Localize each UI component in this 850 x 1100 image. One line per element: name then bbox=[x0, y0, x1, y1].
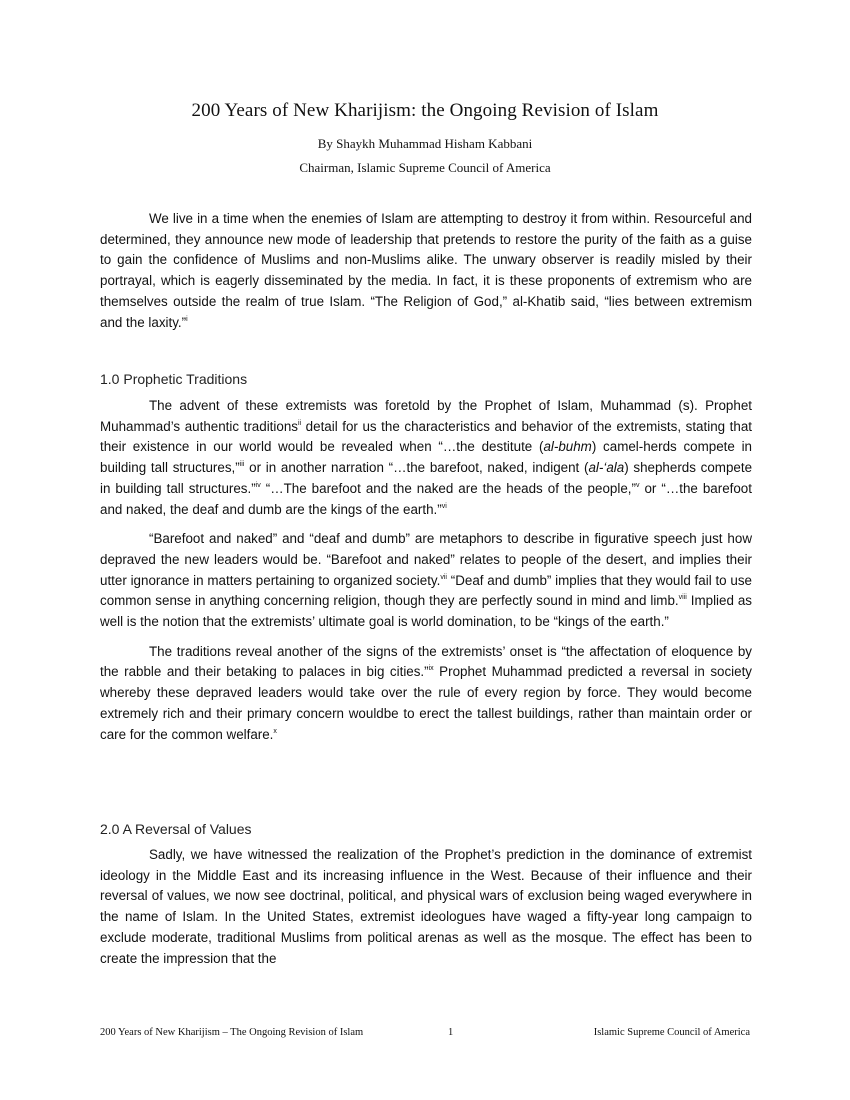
section1-paragraph-3 bbox=[100, 642, 752, 746]
author-affiliation: Chairman, Islamic Supreme Council of America bbox=[299, 160, 551, 175]
paragraph-text: “Deaf and dumb” implies that they would fail to use common sense in anything concerning religion, though they are perfectly sound in mind and limb. bbox=[100, 572, 752, 609]
italic-term: al-buhm bbox=[543, 439, 592, 455]
footer-document-title: 200 Years of New Kharijism – The Ongoing Revision of Islam bbox=[100, 1027, 364, 1038]
paragraph-text: The traditions reveal another of the signs of the extremists’ onset is “the affectation of eloquence by the rabble and their betaking to palaces in big cities.” bbox=[100, 643, 752, 680]
paragraph-text: “Barefoot and naked” and “deaf and dumb” are metaphors to describe in figurative speech just how depraved the new leaders would be. “Barefoot and naked” relates to people of the desert, and implies their utter ignorance in matters pertaining to organized society. bbox=[100, 531, 752, 588]
author-byline: By Shaykh Muhammad Hisham Kabbani bbox=[317, 136, 533, 151]
page-footer bbox=[100, 1027, 752, 1043]
section2-paragraph-1 bbox=[100, 845, 752, 969]
paragraph-text: ) shepherds compete in building tall structures.” bbox=[100, 460, 753, 496]
paragraph-text: ) camel-herds compete in building tall structures,” bbox=[100, 439, 753, 476]
footnote-marker: vii bbox=[440, 573, 447, 581]
section1-paragraph-1 bbox=[100, 396, 752, 520]
paragraph-text: Sadly, we have witnessed the realization of the Prophet’s prediction in the dominance of extremist ideology in the Middle East and its increasing influence in the West. Because of their influence and their reversal of values, we now see doctrinal, political, and physical wars of exclusion being waged everywhere in the name of Islam. In the United States, extremist ideologues have waged a fifty-year long campaign to exclude moderate, traditional Muslims from political arenas as well as the mosque. The effect has been to create the impression that the bbox=[100, 847, 752, 966]
paragraph-text: or “…the barefoot and naked, the deaf and dumb are the kings of the earth.” bbox=[100, 480, 752, 517]
intro-block bbox=[100, 209, 752, 342]
footnote-marker: v bbox=[635, 481, 640, 489]
footer-page-number: 1 bbox=[448, 1027, 454, 1038]
paragraph-text: Implied as well is the notion that the extremists’ ultimate goal is world domination, to be “kings of the earth.” bbox=[100, 593, 753, 630]
paragraph-text: We live in a time when the enemies of Islam are attempting to destroy it from within. Resourceful and determined, they announce new mode of leadership that pretends to restore the purity of the faith as a guise to gain the confidence of Muslims and non-Muslims alike. The unwary observer is readily misled by their portrayal, which is eagerly disseminated by the media. In fact, it is these proponents of extremism who are themselves outside the realm of true Islam. “The Religion of God,” al-Khatib said, “lies between extremism and the laxity.” bbox=[100, 211, 752, 330]
section2-block bbox=[100, 845, 752, 978]
paragraph-text: The advent of these extremists was foretold by the Prophet of Islam, Muhammad (s). Prophet Muhammad’s authentic traditions bbox=[100, 398, 752, 434]
section1-block bbox=[100, 396, 752, 754]
section-heading-prophetic-traditions: 1.0 Prophetic Traditions bbox=[100, 371, 248, 387]
footnote-marker: vi bbox=[441, 502, 447, 510]
footnote-marker: viii bbox=[678, 594, 687, 602]
paragraph-text: or in another narration “…the barefoot, naked, indigent ( bbox=[244, 460, 589, 476]
footnote-marker: ii bbox=[297, 419, 302, 427]
footer-organization: Islamic Supreme Council of America bbox=[593, 1027, 750, 1038]
footnote-marker: i bbox=[186, 315, 188, 323]
document-title: 200 Years of New Kharijism: the Ongoing Revision of Islam bbox=[191, 100, 659, 121]
paragraph-text: “…The barefoot and the naked are the heads of the people,” bbox=[260, 480, 636, 496]
intro-paragraph bbox=[100, 209, 752, 333]
paragraph-text: detail for us the characteristics and behavior of the extremists, stating that their existence in our world would be revealed when “…the destitute ( bbox=[100, 418, 753, 455]
italic-term: al-‘ala bbox=[588, 460, 625, 476]
footnote-marker: x bbox=[273, 727, 277, 735]
footnote-marker: ix bbox=[428, 665, 434, 673]
footnote-marker: iv bbox=[255, 481, 261, 489]
paragraph-text: Prophet Muhammad predicted a reversal in society whereby these depraved leaders would take over the rule of every region by force. They would become extremely rich and their primary concern wouldbe to erect the tallest buildings, rather than maintain order or care for the common welfare. bbox=[100, 664, 753, 742]
footnote-marker: iii bbox=[239, 461, 245, 469]
section-heading-reversal-of-values: 2.0 A Reversal of Values bbox=[100, 821, 252, 837]
section1-paragraph-2 bbox=[100, 529, 752, 633]
